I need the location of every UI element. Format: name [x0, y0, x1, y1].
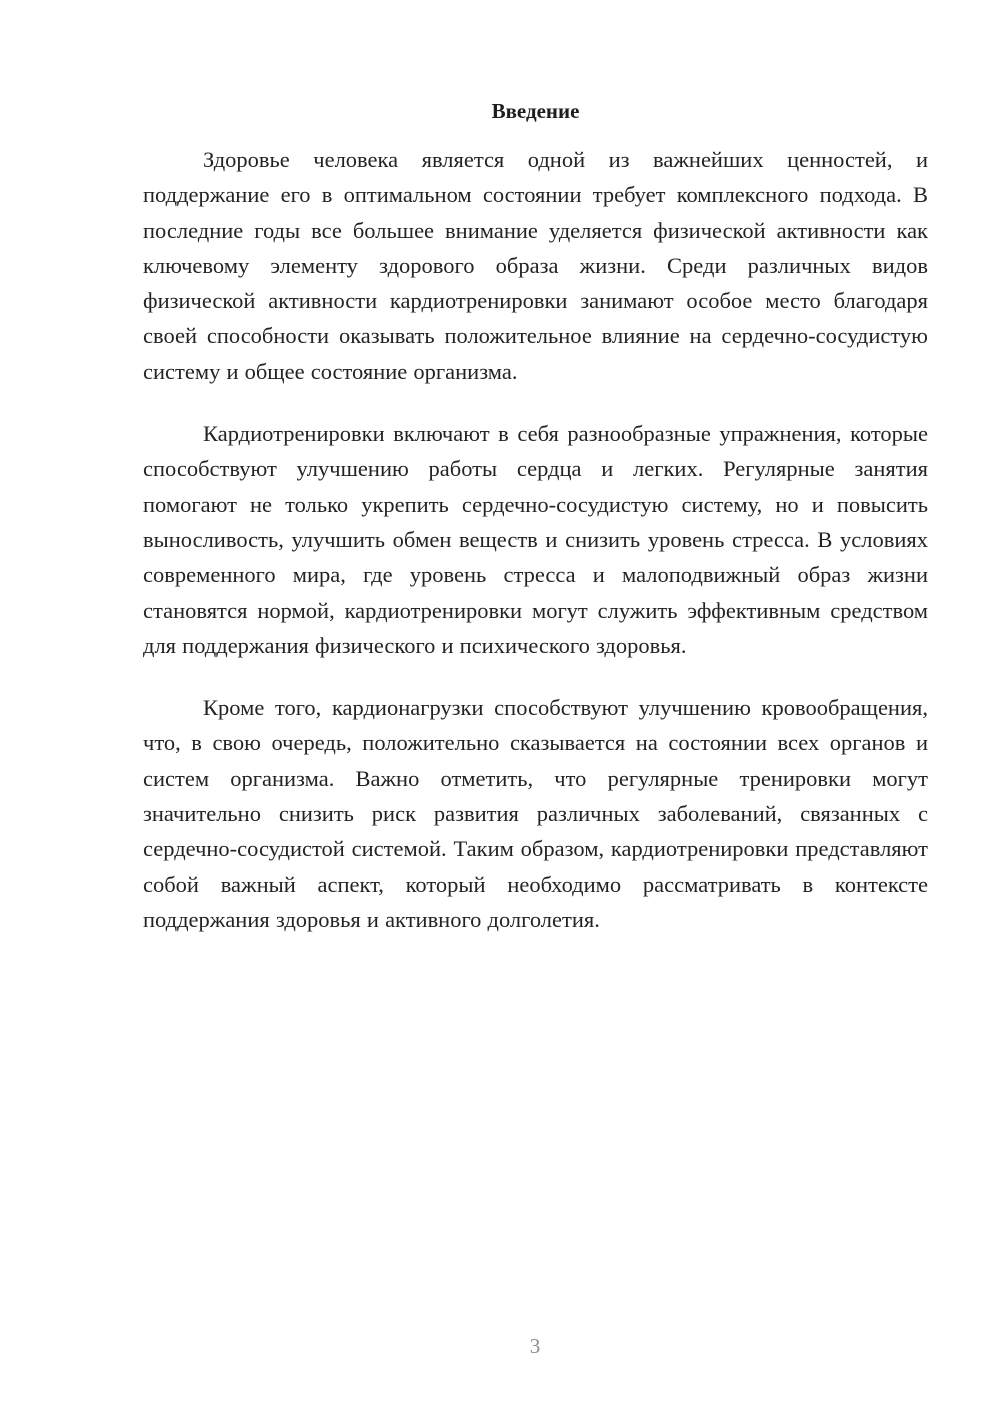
section-heading: Введение: [491, 99, 580, 123]
body-text: [143, 142, 928, 964]
paragraph-3: Кроме того, кардионагрузки способствуют улучшению кровообращения, что, в свою очередь, положительно сказывается на состоянии всех органов и систем организма. Важно отметить, что регулярные тренировки могут значительно снизить риск развития различных заболеваний, связанных с сердечно-сосудистой системой. Таким образом, кардиотренировки представляют собой важный аспект, который необходимо рассматривать в контексте поддержания здоровья и активного долголетия.: [143, 695, 928, 932]
page-number: 3: [529, 1334, 541, 1358]
paragraph-1: Здоровье человека является одной из важнейших ценностей, и поддержание его в оптимальном состоянии требует комплексного подхода. В последние годы все большее внимание уделяется физической активности как ключевому элементу здорового образа жизни. Среди различных видов физической активности кардиотренировки занимают особое место благодаря своей способности оказывать положительное влияние на сердечно-сосудистую систему и общее состояние организма.: [143, 147, 928, 384]
paragraph-2: Кардиотренировки включают в себя разнообразные упражнения, которые способствуют улучшению работы сердца и легких. Регулярные занятия помогают не только укрепить сердечно-сосудистую систему, но и повысить выносливость, улучшить обмен веществ и снизить уровень стресса. В условиях современного мира, где уровень стресса и малоподвижный образ жизни становятся нормой, кардиотренировки могут служить эффективным средством для поддержания физического и психического здоровья.: [143, 421, 928, 658]
